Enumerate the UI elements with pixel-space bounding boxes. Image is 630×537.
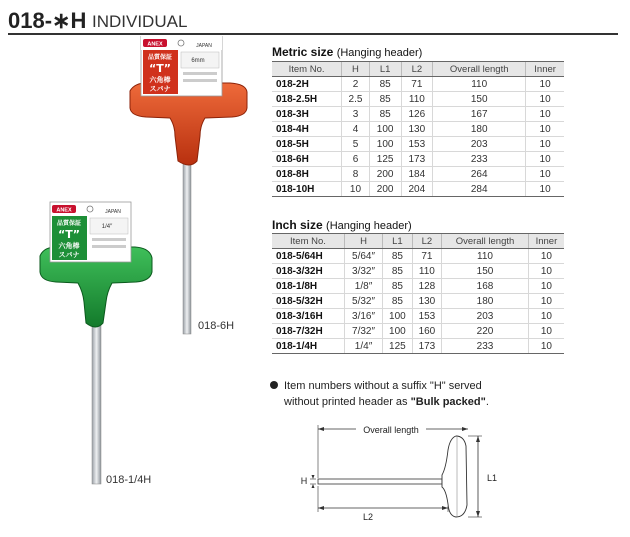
header-rule [8,33,618,35]
table-cell: 233 [442,339,529,354]
item-number-cell: 018-4H [272,122,342,137]
table-row [272,249,564,264]
table-cell: 153 [412,309,442,324]
inch-title: Inch size (Hanging header) [272,218,412,232]
table-cell: 8 [342,167,370,182]
table-row [272,309,564,324]
table-cell: 110 [412,264,442,279]
item-number-cell: 018-5H [272,137,342,152]
column-header: H [342,62,370,77]
table-row [272,264,564,279]
table-cell: 200 [369,182,401,197]
product-illustration [0,36,265,506]
table-row [272,294,564,309]
table-cell: 3 [342,107,370,122]
table-row [272,182,564,197]
table-row [272,152,564,167]
table-cell: 5 [342,137,370,152]
item-number-cell: 018-3/16H [272,309,344,324]
column-header: Inner [528,234,564,249]
red-caption: 018-6H [198,320,235,332]
inch-size-table [272,233,564,354]
table-cell: 10 [526,77,564,92]
green-t-wrench [40,202,152,484]
table-cell: 10 [528,324,564,339]
table-cell: 10 [526,152,564,167]
red-header-t: “T” [149,62,171,75]
table-cell: 85 [383,279,413,294]
red-header-jp2: 六角棒 [149,76,171,84]
table-cell: 110 [401,92,433,107]
table-cell: 167 [433,107,526,122]
table-row [272,92,564,107]
table-cell: 130 [401,122,433,137]
item-number-cell: 018-5/32H [272,294,344,309]
column-header: L2 [412,234,442,249]
table-cell: 168 [442,279,529,294]
table-cell: 203 [442,309,529,324]
table-cell: 10 [526,122,564,137]
red-header-country: JAPAN [196,43,212,49]
table-cell: 10 [526,137,564,152]
table-cell: 125 [369,152,401,167]
table-header-row [272,62,564,77]
table-cell: 173 [401,152,433,167]
table-cell: 160 [412,324,442,339]
column-header: Item No. [272,62,342,77]
table-cell: 7/32″ [344,324,382,339]
table-row [272,167,564,182]
table-cell: 180 [442,294,529,309]
table-cell: 100 [383,324,413,339]
table-cell: 153 [401,137,433,152]
item-number-cell: 018-6H [272,152,342,167]
table-cell: 85 [383,249,413,264]
table-cell: 10 [526,92,564,107]
table-cell: 5/64″ [344,249,382,264]
metric-size-table [272,61,564,197]
table-row [272,107,564,122]
item-number-cell: 018-5/64H [272,249,344,264]
series-code: 018-∗H [8,8,87,33]
table-cell: 184 [401,167,433,182]
table-cell: 10 [528,294,564,309]
table-cell: 10 [528,249,564,264]
table-cell: 200 [369,167,401,182]
table-cell: 10 [528,309,564,324]
table-cell: 128 [412,279,442,294]
table-cell: 10 [342,182,370,197]
table-cell: 264 [433,167,526,182]
green-caption: 018-1/4H [106,474,152,486]
table-cell: 10 [526,167,564,182]
table-cell: 71 [401,77,433,92]
table-cell: 85 [383,294,413,309]
green-header-t: “T” [58,228,80,241]
table-cell: 150 [433,92,526,107]
table-header-row [272,234,564,249]
table-cell: 233 [433,152,526,167]
table-cell: 110 [433,77,526,92]
table-cell: 1/8″ [344,279,382,294]
table-cell: 220 [442,324,529,339]
overall-length-label: Overall length [363,425,419,435]
column-header: L1 [383,234,413,249]
green-header-brand: ANEX [56,207,72,214]
table-cell: 3/16″ [344,309,382,324]
table-cell: 71 [412,249,442,264]
note-line1: Item numbers without a suffix "H" served [284,380,482,392]
column-header: H [344,234,382,249]
table-cell: 5/32″ [344,294,382,309]
table-cell: 85 [369,77,401,92]
table-cell: 130 [412,294,442,309]
table-cell: 100 [369,122,401,137]
table-cell: 10 [528,339,564,354]
table-cell: 85 [383,264,413,279]
green-header-size: 1/4″ [101,224,113,230]
table-cell: 100 [369,137,401,152]
table-cell: 150 [442,264,529,279]
column-header: L1 [369,62,401,77]
red-header-brand: ANEX [147,41,163,48]
column-header: Item No. [272,234,344,249]
bulk-note: Item numbers without a suffix "H" served without printed header as "Bulk packed". [270,378,610,410]
table-cell: 1/4″ [344,339,382,354]
table-cell: 110 [442,249,529,264]
table-row [272,137,564,152]
h-label: H [300,476,308,486]
item-number-cell: 018-3H [272,107,342,122]
note-bulk-packed: "Bulk packed" [410,396,486,408]
table-cell: 6 [342,152,370,167]
table-cell: 10 [526,107,564,122]
dimension-diagram [296,420,506,530]
table-cell: 180 [433,122,526,137]
table-cell: 203 [433,137,526,152]
table-row [272,77,564,92]
item-number-cell: 018-8H [272,167,342,182]
table-cell: 100 [383,309,413,324]
column-header: L2 [401,62,433,77]
page-header [8,8,618,32]
table-cell: 204 [401,182,433,197]
table-cell: 3/32″ [344,264,382,279]
green-header-jp1: 品質保証 [56,220,82,227]
table-row [272,122,564,137]
item-number-cell: 018-1/4H [272,339,344,354]
column-header: Overall length [433,62,526,77]
item-number-cell: 018-1/8H [272,279,344,294]
item-number-cell: 018-3/32H [272,264,344,279]
l2-label: L2 [362,512,374,522]
table-cell: 85 [369,92,401,107]
green-header-country: JAPAN [105,209,121,215]
table-cell: 173 [412,339,442,354]
table-cell: 10 [528,264,564,279]
series-subtitle: INDIVIDUAL [92,12,188,31]
table-cell: 10 [528,279,564,294]
table-cell: 284 [433,182,526,197]
table-cell: 4 [342,122,370,137]
table-cell: 10 [526,182,564,197]
table-cell: 2.5 [342,92,370,107]
item-number-cell: 018-2H [272,77,342,92]
red-t-wrench [130,36,247,334]
red-header-jp3: スパナ [149,85,171,93]
column-header: Overall length [442,234,529,249]
red-header-size: 6mm [191,58,205,64]
table-cell: 85 [369,107,401,122]
l1-label: L1 [486,473,498,483]
item-number-cell: 018-7/32H [272,324,344,339]
green-header-jp3: スパナ [58,251,80,259]
table-cell: 2 [342,77,370,92]
metric-title: Metric size (Hanging header) [272,45,423,59]
bullet-icon [270,381,278,389]
table-row [272,339,564,354]
item-number-cell: 018-2.5H [272,92,342,107]
table-row [272,279,564,294]
green-header-jp2: 六角棒 [58,242,80,250]
table-cell: 126 [401,107,433,122]
table-row [272,324,564,339]
red-header-jp1: 品質保証 [147,54,173,61]
note-line2: without printed header as [284,396,411,408]
table-cell: 125 [383,339,413,354]
item-number-cell: 018-10H [272,182,342,197]
column-header: Inner [526,62,564,77]
